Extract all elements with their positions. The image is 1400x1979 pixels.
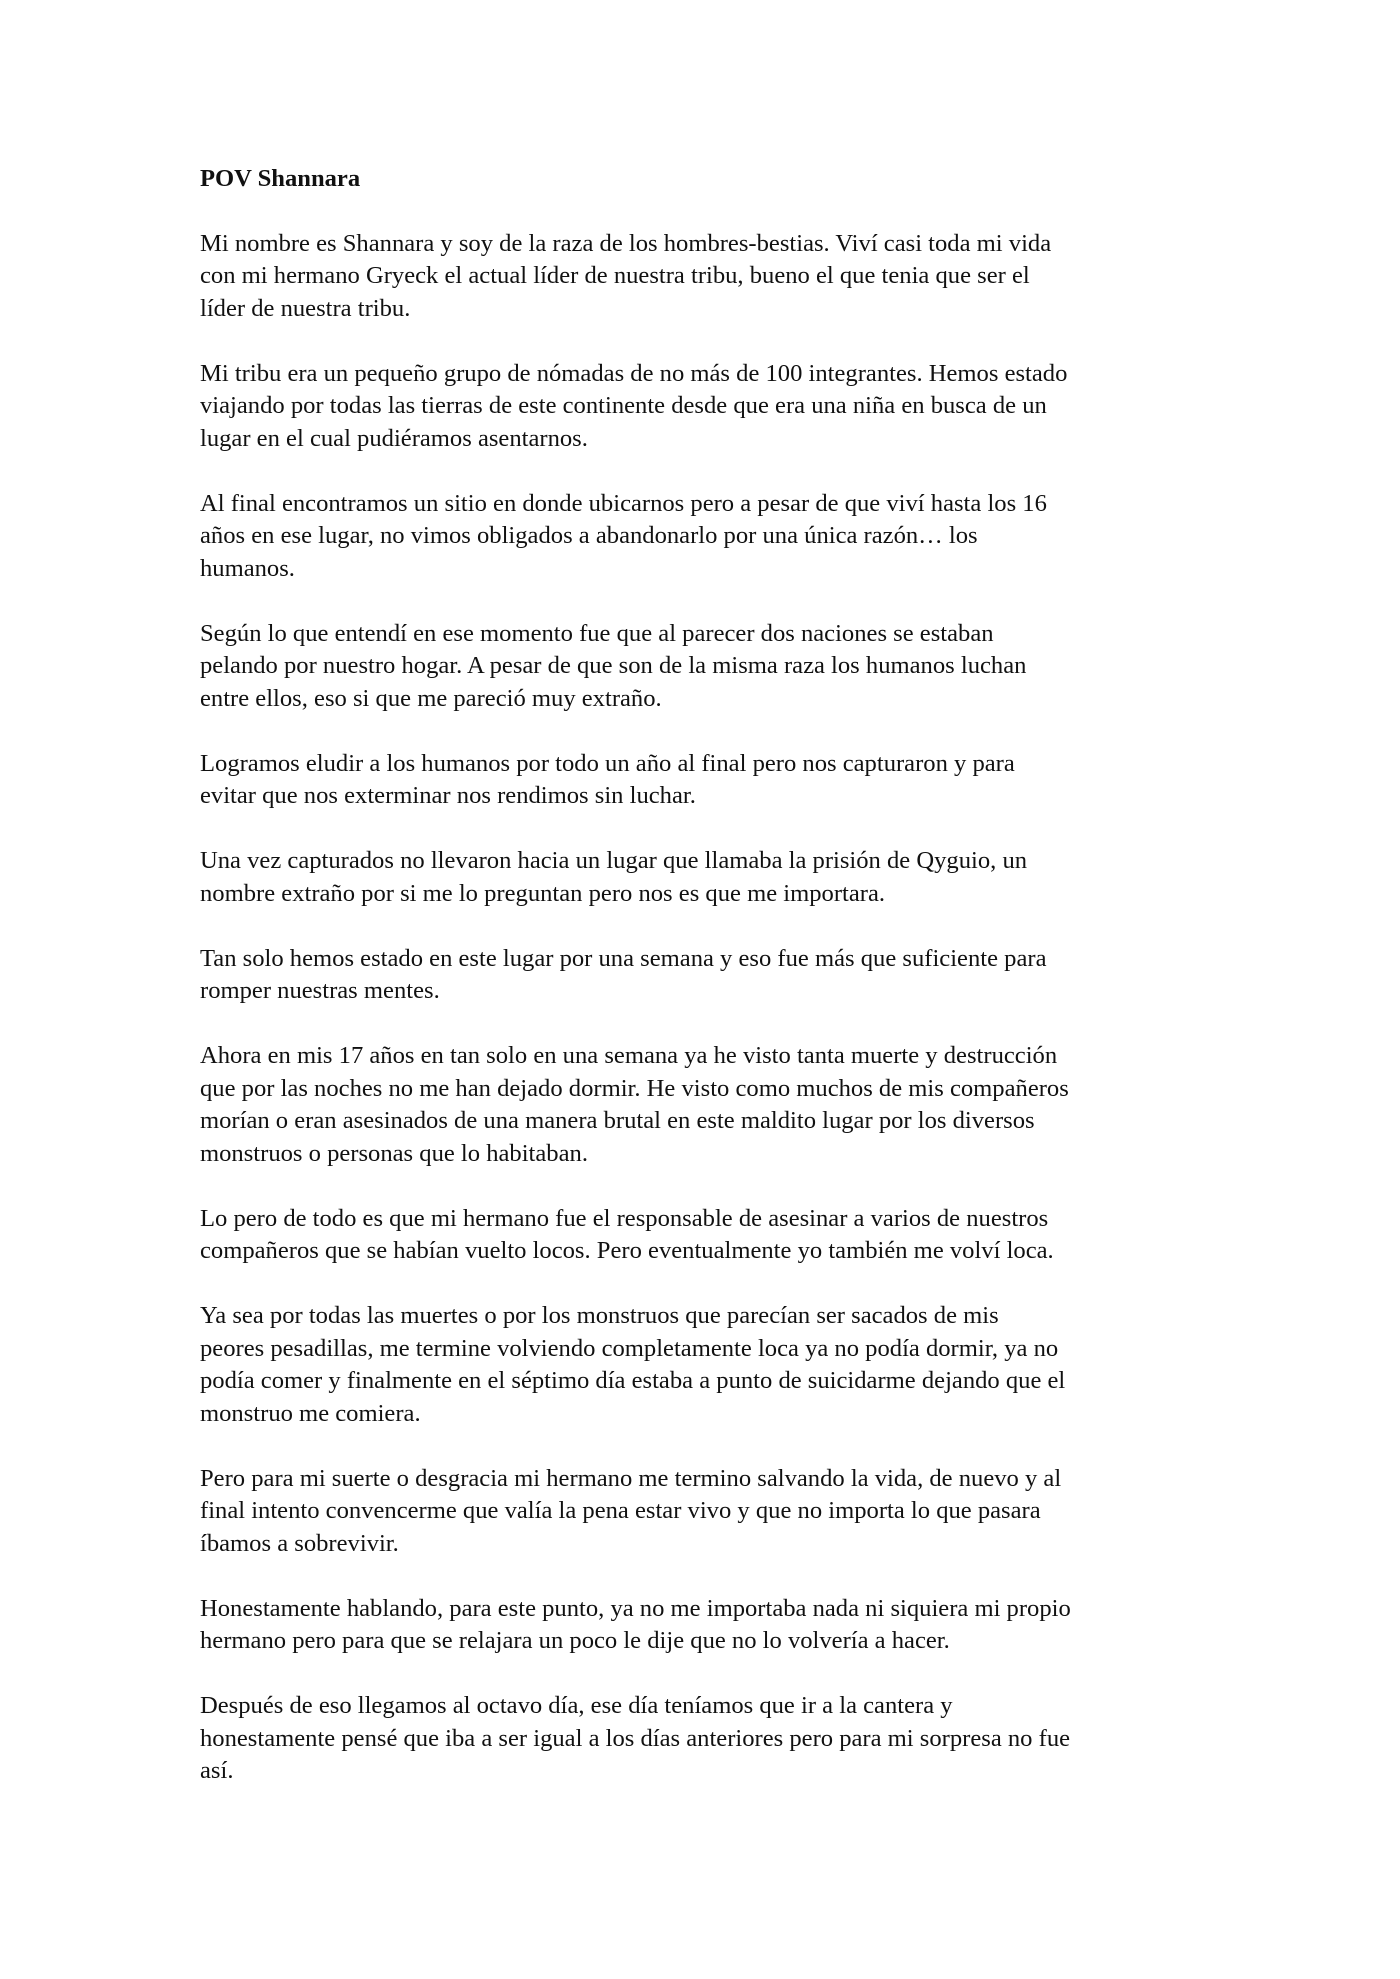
paragraph-line: Logramos eludir a los humanos por todo un año al final pero nos capturaron y para xyxy=(200,749,1015,777)
paragraph-line: Una vez capturados no llevaron hacia un lugar que llamaba la prisión de Qyguio, un xyxy=(200,847,1028,874)
paragraph-line: compañeros que se habían vuelto locos. Pero eventualmente yo también me volví loca. xyxy=(200,1237,1054,1264)
paragraph-line: años en ese lugar, no vimos obligados a abandonarlo por una única razón… los xyxy=(200,522,978,549)
paragraph xyxy=(200,488,1200,586)
paragraph xyxy=(200,1300,1200,1430)
document-title: POV Shannara xyxy=(200,165,361,192)
paragraph xyxy=(200,943,1200,1008)
paragraph xyxy=(200,358,1200,456)
paragraph-line: íbamos a sobrevivir. xyxy=(200,1529,399,1557)
paragraph xyxy=(200,1040,1200,1170)
paragraph-line: honestamente pensé que iba a ser igual a los días anteriores pero para mi sorpresa no fue xyxy=(200,1724,1071,1752)
paragraph-line: romper nuestras mentes. xyxy=(200,977,440,1004)
paragraph-line: monstruos o personas que lo habitaban. xyxy=(200,1139,588,1167)
paragraph-line: Tan solo hemos estado en este lugar por una semana y eso fue más que suficiente para xyxy=(200,944,1047,972)
paragraph-line: Según lo que entendí en ese momento fue que al parecer dos naciones se estaban xyxy=(200,619,994,647)
paragraph-line: que por las noches no me han dejado dormir. He visto como muchos de mis compañeros xyxy=(200,1074,1069,1102)
paragraph-line: Ya sea por todas las muertes o por los monstruos que parecían ser sacados de mis xyxy=(200,1302,999,1329)
paragraph-line: evitar que nos exterminar nos rendimos sin luchar. xyxy=(200,782,696,809)
paragraph-line: viajando por todas las tierras de este continente desde que era una niña en busca de un xyxy=(200,392,1047,419)
paragraph-line: lugar en el cual pudiéramos asentarnos. xyxy=(200,424,588,452)
paragraph-line: podía comer y finalmente en el séptimo día estaba a punto de suicidarme dejando que el xyxy=(200,1367,1066,1394)
paragraph-line: Al final encontramos un sitio en donde ubicarnos pero a pesar de que viví hasta los 16 xyxy=(200,489,1047,517)
paragraph xyxy=(200,748,1200,813)
paragraph-line: pelando por nuestro hogar. A pesar de que son de la misma raza los humanos luchan xyxy=(200,652,1027,679)
paragraph-line: humanos. xyxy=(200,554,295,582)
paragraph-line: Lo pero de todo es que mi hermano fue el responsable de asesinar a varios de nuestros xyxy=(200,1204,1049,1232)
paragraph-line: hermano pero para que se relajara un poco le dije que no lo volvería a hacer. xyxy=(200,1627,950,1654)
paragraph-line: Ahora en mis 17 años en tan solo en una semana ya he visto tanta muerte y destrucción xyxy=(200,1042,1058,1069)
paragraph xyxy=(200,228,1200,326)
paragraph-line: con mi hermano Gryeck el actual líder de nuestra tribu, bueno el que tenia que ser el xyxy=(200,262,1030,289)
document-body xyxy=(200,163,1200,1820)
paragraph-line: Después de eso llegamos al octavo día, ese día teníamos que ir a la cantera y xyxy=(200,1692,953,1719)
paragraph-line: Honestamente hablando, para este punto, ya no me importaba nada ni siquiera mi propio xyxy=(200,1594,1071,1622)
paragraph-line: peores pesadillas, me termine volviendo completamente loca ya no podía dormir, ya no xyxy=(200,1334,1059,1362)
paragraph-line: entre ellos, eso si que me pareció muy extraño. xyxy=(200,684,662,712)
paragraph-line: Mi tribu era un pequeño grupo de nómadas de no más de 100 integrantes. Hemos estado xyxy=(200,359,1068,387)
paragraph-line: monstruo me comiera. xyxy=(200,1399,421,1427)
paragraph xyxy=(200,845,1200,910)
paragraph-line: líder de nuestra tribu. xyxy=(200,294,411,322)
paragraph-line: Pero para mi suerte o desgracia mi hermano me termino salvando la vida, de nuevo y al xyxy=(200,1464,1062,1492)
paragraph xyxy=(200,1593,1200,1658)
paragraph xyxy=(200,1463,1200,1561)
paragraph xyxy=(200,618,1200,716)
paragraph-line: morían o eran asesinados de una manera brutal en este maldito lugar por los diversos xyxy=(200,1107,1035,1134)
paragraph-line: así. xyxy=(200,1757,234,1784)
paragraph-list xyxy=(200,228,1200,1788)
paragraph-line: nombre extraño por si me lo preguntan pero nos es que me importara. xyxy=(200,879,886,907)
paragraph xyxy=(200,1203,1200,1268)
paragraph xyxy=(200,1690,1200,1788)
paragraph-line: Mi nombre es Shannara y soy de la raza de los hombres-bestias. Viví casi toda mi vida xyxy=(200,229,1052,257)
paragraph-line: final intento convencerme que valía la pena estar vivo y que no importa lo que pasara xyxy=(200,1497,1041,1524)
